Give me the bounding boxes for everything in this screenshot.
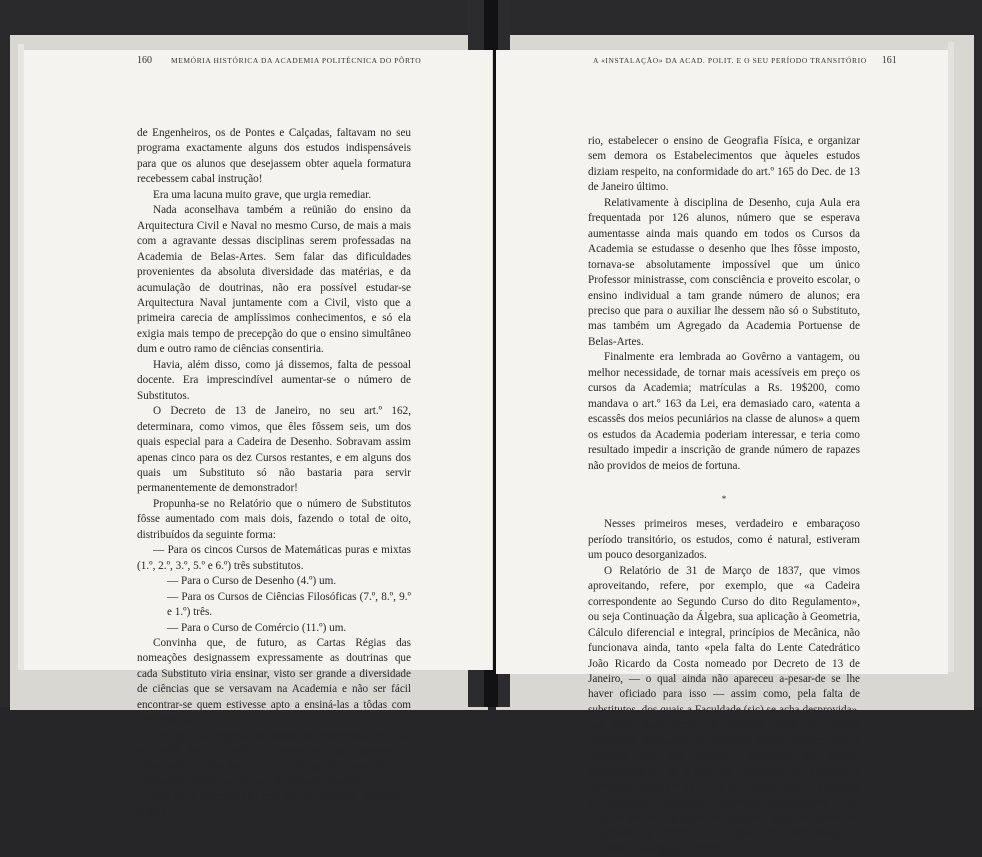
right-page-body [588,134,860,857]
paragraph: rio, estabelecer o ensino de Geografia Física, e organizar sem demora os Estabelecimentos que àqueles estudos diziam respeito, na conformidade do art.º 165 do Dec. de 13 de Janeiro último. [588,135,860,194]
list-item: — Para o Curso de Desenho (4.º) um. [167,575,337,588]
paragraph: Quanto a Ciências Naturais era de utilidade, segundo o Relató- [137,791,411,819]
right-page-header [593,55,897,66]
paragraph: Era uma lacuna muito grave, que urgia remediar. [153,188,372,201]
left-page-body [137,126,411,821]
list-item: — Para os cincos Cursos de Matemáticas puras e mixtas (1.º, 2.º, 3.º, 5.º e 6.º) três substitutos. [137,544,411,572]
left-page-number: 160 [137,55,152,66]
list-item: — Para os Cursos de Ciências Filosóficas (7.º, 8.º, 9.º e 1.º) três. [167,590,411,619]
paragraph: Havia, além disso, como já dissemos, falta de pessoal docente. Era imprescindível aumentar-se o número de Substitutos. [137,358,411,402]
paragraph: Finalmente era lembrada ao Govêrno a vantagem, ou melhor necessidade, de tornar mais acessíveis em preço os cursos da Academia; matrículas a Rs. 19$200, como mandava o art.º 163 da Lei, era demasiado caro, «atenta a escassês dos meios pecuniários na classe de alunos» a quem os estudos da Academia poderiam interessar, e teria como resultado impedir a inscrição de grande número de rapazes não providos de meios de fortuna. [588,351,860,472]
section-separator: * [721,493,727,504]
paragraph: Pelo que diz respeito ao estudo da Astronomia, êste não se podia fazer a sério enquanto se não reparasse o Observatório, visto que, por deficiências de construção, era impossível realizar-se ali uma observação exacta! [137,729,411,789]
paragraph: de Engenheiros, os de Pontes e Calçadas, faltavam no seu programa exactamente alguns dos estudos indispensáveis para que os alunos que desejassem obter aquela formatura recebessem cabal instrução! [137,127,411,186]
paragraph: O Decreto de 13 de Janeiro, no seu art.º 162, determinara, como vimos, que êles fôssem seis, um dos quais especial para a Cadeira de Desenho. Sobravam assim apenas cinco para os dez Cursos restantes, e em alguns dos quais um Substituto só não bastaria para servir permanentemente de demonstrador! [137,405,411,495]
paragraph: Nesses primeiros meses, verdadeiro e embaraçoso período transitório, os estudos, como é natural, estiveram um pouco desorganizados. [588,518,860,562]
paragraph: O Relatório de 31 de Março de 1837, que vimos aproveitando, refere, por exemplo, que «a Cadeira correspondente ao Segundo Curso do dito Regulamento», ou seja Continuação da Álgebra, sua aplicação à Geometria, Cálculo diferencial e integral, princípios de Mecânica, não funcionava ainda, tanto «pela falta do Lente Catedrático João Ricardo da Costa nomeado por Decreto de 13 de Janeiro, — o qual ainda não apareceu a-pesar-de se lhe haver oficiado para isso — assim como, pela falta de substitutos, dos quais a Faculdade (sic) se acha desprovida». Isto «não pode deixar de sentir-se, visto que muitos Estudantes destinados ao Segundo Curso ficaram sem a instrução por êles desejada, enquanto que outros, aproveitando-se da prática da Academia de Marinha e Comércio, passaram do 1.º ao 5.º Curso», (isto é, passaram de Aritmética, Geometria Elementar, Trigonometria Plana, Álgebra até às equações do segundo grau ao estudo de Trigonometria Esférica, princípios de Astronomia, de Geodesia, Navegação Teórica [588,564,860,855]
paragraph: Relativamente à disciplina de Desenho, cuja Aula era frequentada por 126 alunos, número que se esperava aumentasse ainda mais quando em todos os Cursos da Academia se estudasse o desenho que lhes fôsse imposto, tornava-se absolutamente impossível que um único Professor ministrasse, com consciência e proveito escolar, o ensino individual a tam grande número de alunos; era preciso que para o auxiliar lhe dessem não só o Substituto, mas também um Agregado da Academia Portuense de Belas-Artes. [588,196,860,348]
right-page-number: 161 [881,55,897,66]
paragraph: Convinha que, de futuro, as Cartas Régias das nomeações designassem expressamente as doutrinas que cada Substituto viria ensinar, visto ser grande a diversidade de ciências que se versavam na Academia e não ser fácil encontrar-se quem estivesse apto a ensiná-las a tôdas com proficiência. [137,636,411,727]
right-running-title: A «INSTALAÇÃO» DA ACAD. POLIT. E O SEU PERÍODO TRANSITÓRIO [593,56,867,65]
paragraph: Propunha-se no Relatório que o número de Substitutos fôsse aumentado com mais dois, fazendo o total de oito, distribuídos da seguinte forma: [137,497,411,541]
left-running-title: MEMÓRIA HISTÓRICA DA ACADEMIA POLITÉCNICA DO PÔRTO [170,56,422,65]
paragraph: Nada aconselhava também a reünião do ensino da Arquitectura Civil e Naval no mesmo Curso, de mais a mais com a agravante dessas disciplinas serem professadas na Academia de Belas-Artes. Sem falar das dificuldades provenientes da absoluta diversidade das matérias, e da acumulação de doutrinas, não era possível estudar-se Arquitectura Naval juntamente com a Civil, visto que a primeira carecia de amplíssimos conhecimentos, e só ela exigia mais tempo de precepção do que o ensino simultâneo dum e outro ramo de ciências consentiria. [137,204,411,356]
list-item: — Para o Curso de Comércio (11.º) um. [167,621,347,634]
left-page-header [137,55,421,66]
